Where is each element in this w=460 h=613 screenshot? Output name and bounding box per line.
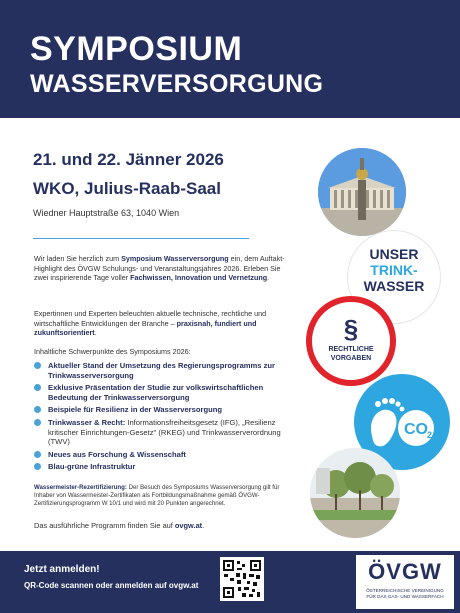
intro-p2-text-b: . <box>94 328 97 338</box>
co2-subscript: 2 <box>427 430 433 440</box>
trinkwasser-line-2: TRINK- <box>370 262 418 278</box>
program-link[interactable]: ovgw.at <box>174 521 203 530</box>
topic-title: Aktueller Stand der Umsetzung des Regierungsprogramms zur Trinkwasserversorgung <box>48 361 276 380</box>
list-item <box>34 462 304 472</box>
bullet-dot-icon <box>34 419 41 426</box>
register-title: Jetzt anmelden! <box>24 564 100 575</box>
program-note <box>34 521 204 530</box>
topic-title: Exklusive Präsentation der Studie zur volkswirtschaftlichen Bedeutung der Trinkwasserversorgung <box>48 383 264 402</box>
intro-p1-text-b: ein, dem Auftakt-Highlight des ÖVGW Schulungs- und Veranstaltungsjahres 2026. Erleben Sie zwei inspirierende Tage voller <box>34 254 285 283</box>
certification-note <box>34 484 299 507</box>
bullet-dot-icon <box>34 384 41 391</box>
header-banner <box>0 0 460 118</box>
event-venue: WKO, Julius-Raab-Saal <box>33 179 221 198</box>
topic-title: Blau-grüne Infrastruktur <box>48 462 136 472</box>
list-item <box>34 383 304 402</box>
co2-label: CO <box>404 421 428 438</box>
list-item <box>34 361 304 380</box>
bullet-dot-icon <box>34 451 41 458</box>
footer-banner <box>0 551 460 613</box>
title-line-1: SYMPOSIUM <box>30 30 243 68</box>
vorgaben-line-1: RECHTLICHE <box>328 346 374 353</box>
bullet-dot-icon <box>34 406 41 413</box>
certification-text: Der Besuch des Symposiums Wasserversorgung gilt für Inhaber von Wassermeister-Zertifikaten als Fortbildungsmaßnahme gemäß ÖVGW-Zertifizierungsprogramm W 10/1 und wird mit 20 Punkten angerechnet. <box>34 484 280 507</box>
intro-p2-text-a: Expertinnen und Experten beleuchten aktuelle technische, rechtliche und wirtschaftliche Entwicklungen der Branche – <box>34 309 267 328</box>
program-text: Das ausführliche Programm finden Sie auf <box>34 521 175 530</box>
trinkwasser-line-3: WASSER <box>363 278 425 294</box>
parliament-image <box>318 148 406 236</box>
green-infrastructure-image <box>310 448 400 538</box>
intro-paragraph-2 <box>34 309 296 338</box>
logo-subtitle-line-2: FÜR DAS GAS- UND WASSERFACH <box>366 593 444 599</box>
divider <box>33 238 249 239</box>
trinkwasser-line-1: UNSER <box>369 246 419 262</box>
program-end: . <box>202 521 205 530</box>
bullet-dot-icon <box>34 362 41 369</box>
ovgw-logo <box>356 555 454 609</box>
parliament-illustration <box>318 148 406 236</box>
intro-p1-text-c: . <box>267 273 270 283</box>
topic-title: Neues aus Forschung & Wissenschaft <box>48 449 186 459</box>
qr-code-icon <box>222 559 262 599</box>
topics-list <box>34 361 304 475</box>
logo-subtitle <box>358 588 452 599</box>
intro-p1-text-a: Wir laden Sie herzlich zum <box>34 254 122 263</box>
topic-title: Beispiele für Resilienz in der Wasserversorgung <box>48 405 223 415</box>
certification-label: Wassermeister-Rezertifizierung: <box>34 484 127 491</box>
list-item <box>34 450 304 460</box>
intro-p1-bold-b: Fachwissen, Innovation und Vernetzung <box>130 273 268 283</box>
logo-wordmark: ÖVGW <box>368 559 442 584</box>
intro-p1-bold-a: Symposium Wasserversorgung <box>121 254 229 263</box>
event-address: Wiedner Hauptstraße 63, 1040 Wien <box>33 208 180 218</box>
logo-subtitle-line-1: ÖSTERREICHISCHE VEREINIGUNG <box>366 588 444 593</box>
register-instructions: QR-Code scannen oder anmelden auf ovgw.at <box>24 581 199 590</box>
intro-paragraph-1 <box>34 254 296 283</box>
topic-title: Trinkwasser & Recht: <box>48 417 126 427</box>
list-item <box>34 418 304 447</box>
title-line-2: WASSERVERSORGUNG <box>30 70 324 98</box>
trees-illustration <box>310 448 400 538</box>
list-item <box>34 405 304 415</box>
paragraph-icon: § <box>343 314 359 344</box>
intro-p2-bold: praxisnah, fundiert und zukunftsorientiert <box>34 318 257 338</box>
topics-heading: Inhaltliche Schwerpunkte des Symposiums 2026: <box>34 347 191 356</box>
vorgaben-line-2: VORGABEN <box>330 355 372 362</box>
bullet-dot-icon <box>34 463 41 470</box>
event-date: 21. und 22. Jänner 2026 <box>33 150 224 169</box>
qr-code[interactable] <box>220 557 264 601</box>
legal-requirements-badge <box>306 296 396 386</box>
topic-text: Informationsfreiheitsgesetz (IFG), „Resilienz kritischer Einrichtungen-Gesetz" (RKEG) und Trinkwasserverordnung (TWV) <box>48 417 281 447</box>
